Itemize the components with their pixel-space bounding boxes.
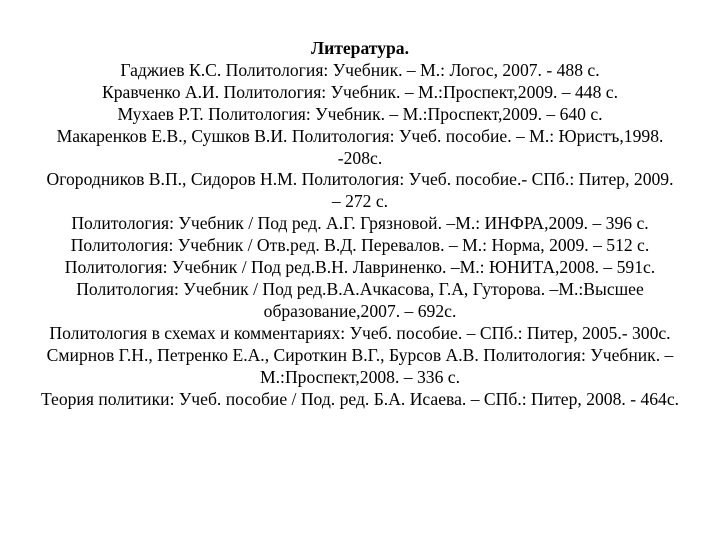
reference-item: Политология в схемах и комментариях: Учеб. пособие. – СПб.: Питер, 2005.- 300с. [49,322,671,343]
reference-item: Политология: Учебник / Под ред.В.Н. Лавриненко. –М.: ЮНИТА,2008. – 591с. [64,257,656,278]
reference-item: Огородников В.П., Сидоров Н.М. Политология: Учеб. пособие.- СПб.: Питер, 2009. – 272 с. [46,169,674,212]
page-title: Литература. [310,38,409,58]
reference-item: Макаренков Е.В., Сушков В.И. Политология: Учеб. пособие. – М.: Юристъ,1998. -208с. [56,125,664,168]
reference-list [40,38,680,410]
reference-item: Мухаев Р.Т. Политология: Учебник. – М.:Проспект,2009. – 640 с. [117,103,603,124]
reference-item: Политология: Учебник / Под ред. А.Г. Грязновой. –М.: ИНФРА,2009. – 396 с. [71,213,649,234]
reference-item: Политология: Учебник / Под ред.В.А.Ачкасова, Г.А, Гуторова. –М.:Высшее образование,2007. – 692с. [76,278,644,321]
reference-item: Теория политики: Учеб. пособие / Под. ред. Б.А. Исаева. – СПб.: Питер, 2008. - 464с. [40,388,680,409]
reference-item: Смирнов Г.Н., Петренко Е.А., Сироткин В.Г., Бурсов А.В. Политология: Учебник. – М.:Проспект,2008. – 336 с. [46,344,674,387]
reference-item: Гаджиев К.С. Политология: Учебник. – М.: Логос, 2007. - 488 с. [120,59,600,80]
reference-item: Политология: Учебник / Отв.ред. В.Д. Перевалов. – М.: Норма, 2009. – 512 с. [70,235,650,256]
reference-item: Кравченко А.И. Политология: Учебник. – М.:Проспект,2009. – 448 с. [102,81,618,102]
